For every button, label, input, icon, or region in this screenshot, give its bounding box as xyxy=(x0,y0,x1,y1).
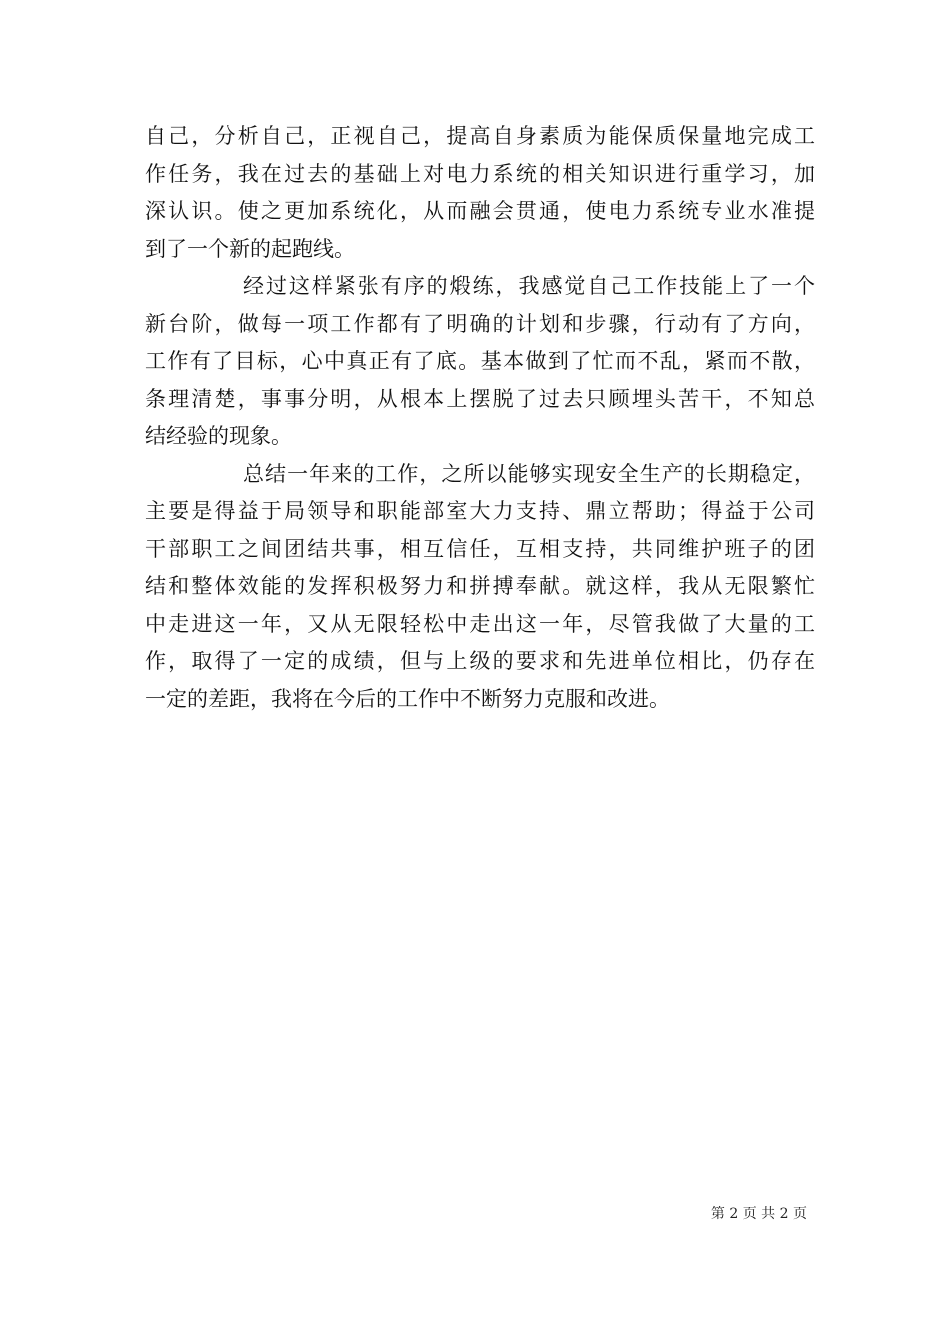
paragraph-3-line-5: 中走进这一年，又从无限轻松中走出这一年，尽管我做了大量的工 xyxy=(145,611,815,636)
paragraph-1-line-2: 作任务，我在过去的基础上对电力系统的相关知识进行重学习，加 xyxy=(145,161,815,186)
paragraph-2-line-2: 新台阶，做每一项工作都有了明确的计划和步骤，行动有了方向， xyxy=(145,311,815,336)
paragraph-2-line-4: 条理清楚，事事分明，从根本上摆脱了过去只顾埋头苦干，不知总 xyxy=(145,386,815,411)
paragraph-3-line-1: 总结一年来的工作，之所以能够实现安全生产的长期稳定， xyxy=(243,461,815,486)
paragraph-1-line-1: 自己，分析自己，正视自己，提高自身素质为能保质保量地完成工 xyxy=(145,124,815,148)
paragraph-1-line-4: 到了一个新的起跑线。 xyxy=(145,236,355,261)
paragraph-2-line-5: 结经验的现象。 xyxy=(145,424,292,448)
page-number-footer: 第 2 页 共 2 页 xyxy=(710,1206,807,1222)
paragraph-3-line-2: 主要是得益于局领导和职能部室大力支持、鼎立帮助；得益于公司 xyxy=(145,499,815,523)
paragraph-3-line-4: 结和整体效能的发挥积极努力和拼搏奉献。就这样，我从无限繁忙 xyxy=(145,574,815,598)
paragraph-3-line-6: 作，取得了一定的成绩，但与上级的要求和先进单位相比，仍存在 xyxy=(145,649,815,673)
paragraph-2-line-3: 工作有了目标，心中真正有了底。基本做到了忙而不乱，紧而不散， xyxy=(145,349,815,373)
paragraph-2-line-1: 经过这样紧张有序的煅练，我感觉自己工作技能上了一个 xyxy=(243,274,815,298)
document-body xyxy=(145,118,815,718)
paragraph-3-line-7: 一定的差距，我将在今后的工作中不断努力克服和改进。 xyxy=(145,686,670,711)
paragraph-3-line-3: 干部职工之间团结共事，相互信任，互相支持，共同维护班子的团 xyxy=(145,536,815,561)
paragraph-1-line-3: 深认识。使之更加系统化，从而融会贯通，使电力系统专业水准提 xyxy=(145,199,815,223)
